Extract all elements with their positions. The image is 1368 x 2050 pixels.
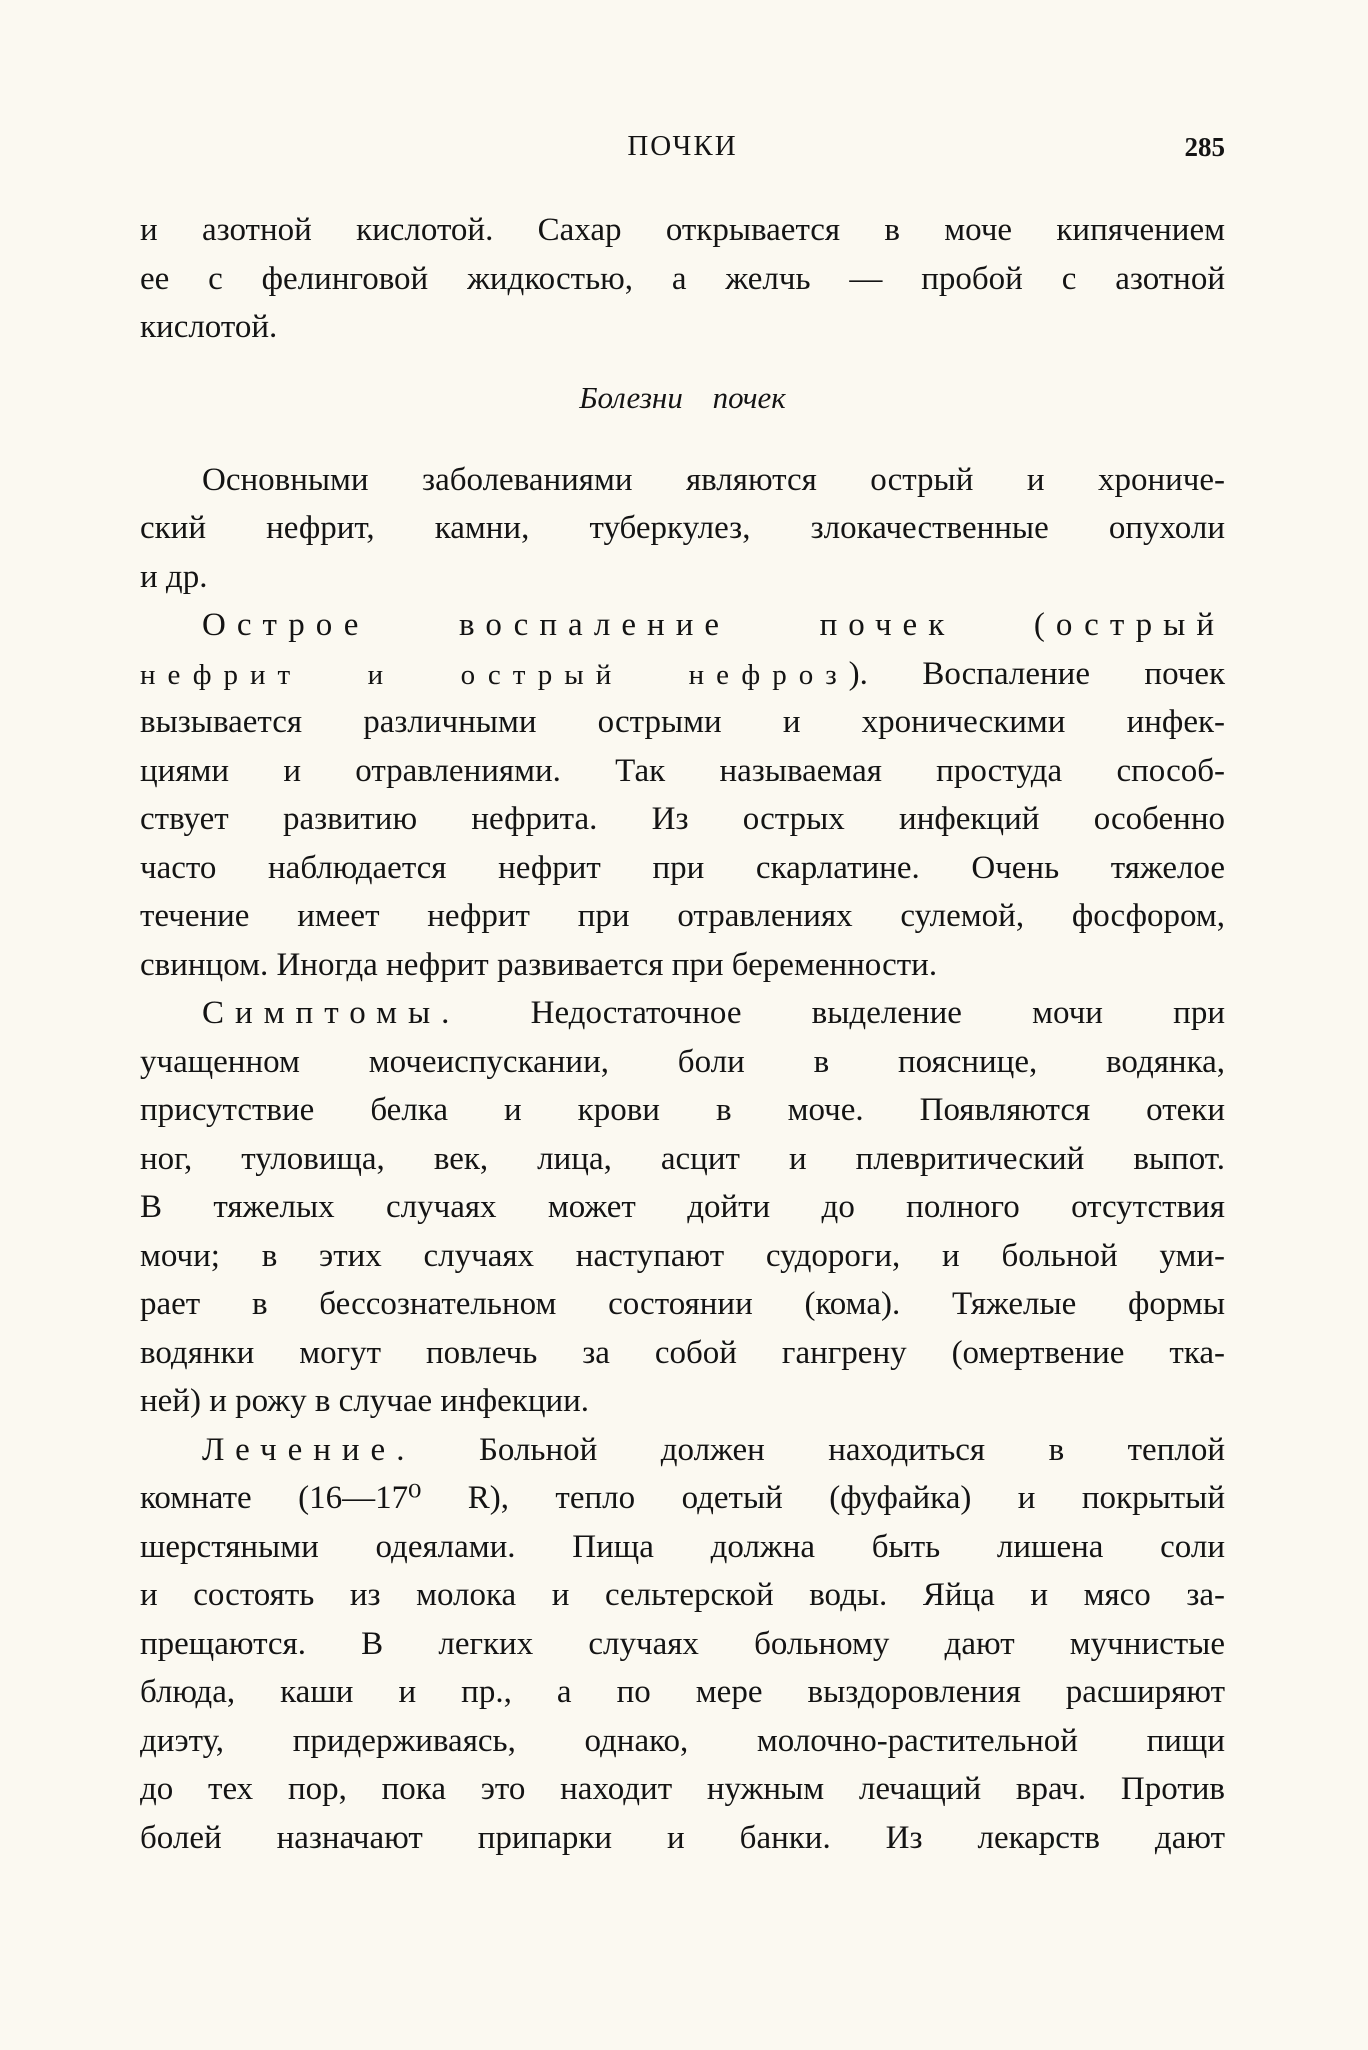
text-line: свинцом. Иногда нефрит развивается при беременности.: [140, 946, 938, 983]
text-line: водянки могут повлечь за собой гангрену (омертвение тка-: [140, 1334, 1225, 1371]
text-line: В тяжелых случаях может дойти до полного отсутствия: [140, 1189, 1225, 1225]
text-line: [140, 1426, 1225, 1475]
text-line: присутствие белка и крови в моче. Появляются отеки: [140, 1092, 1225, 1128]
text-line: комнате (16—17⁰ R), тепло одетый (фуфайка) и покрытый: [140, 1480, 1225, 1516]
text-line: и др.: [140, 558, 208, 595]
running-head: [140, 120, 1225, 176]
text-fragment: Больной должен находиться в теплой: [478, 1431, 1225, 1468]
text-line: часто наблюдается нефрит при скарлатине. Очень тяжелое: [140, 849, 1225, 886]
body-text: [140, 206, 1225, 1862]
spaced-term: Острое воспаление почек: [202, 607, 956, 643]
running-title: ПОЧКИ: [627, 130, 738, 162]
text-line: ский нефрит, камни, туберкулез, злокачественные опухоли: [140, 510, 1225, 546]
text-line: ствует развитию нефрита. Из острых инфекций особенно: [140, 801, 1225, 837]
page-number: 285: [1184, 132, 1225, 162]
text-fragment: ). Воспаление почек: [848, 655, 1225, 692]
text-line: и состоять из молока и сельтерской воды. Яйца и мясо за-: [140, 1577, 1225, 1613]
text-fragment: Недостаточное выделение мочи при: [530, 995, 1225, 1031]
text-fragment: (острый: [1033, 607, 1225, 643]
text-line: ног, туловища, век, лица, асцит и плевритический выпот.: [140, 1140, 1225, 1177]
text-line: учащенном мочеиспускании, боли в пояснице, водянка,: [140, 1043, 1225, 1080]
text-line: [140, 650, 1225, 699]
text-line: диэту, придерживаясь, однако, молочно-растительной пищи: [140, 1722, 1225, 1759]
text-line: ней) и рожу в случае инфекции.: [140, 1383, 590, 1419]
text-line: циями и отравлениями. Так называемая простуда способ-: [140, 752, 1225, 789]
text-line: [140, 989, 1225, 1038]
text-line: течение имеет нефрит при отравлениях сулемой, фосфором,: [140, 898, 1225, 934]
text-line: [140, 601, 1225, 650]
text-line: вызывается различными острыми и хроническими инфек-: [140, 704, 1225, 740]
text-line: до тех пор, пока это находит нужным лечащий врач. Против: [140, 1771, 1225, 1807]
text-line: рает в бессознательном состоянии (кома). Тяжелые формы: [140, 1286, 1225, 1322]
spaced-term: Симптомы.: [202, 995, 461, 1031]
text-line: блюда, каши и пр., а по мере выздоровления расширяют: [140, 1674, 1225, 1710]
spaced-term: нефрит и острый нефроз: [140, 658, 849, 691]
book-page: [140, 120, 1225, 1862]
spaced-term: Лечение.: [202, 1431, 416, 1468]
text-line: шерстяными одеялами. Пища должна быть лишена соли: [140, 1528, 1225, 1565]
section-heading: Болезни почек: [579, 379, 786, 415]
text-line: и азотной кислотой. Сахар открывается в моче кипячением: [140, 212, 1225, 248]
text-line: Основными заболеваниями являются острый и хрониче-: [202, 461, 1225, 498]
text-line: мочи; в этих случаях наступают судороги, и больной уми-: [140, 1237, 1225, 1274]
text-line: ее с фелинговой жидкостью, а желчь — пробой с азотной: [140, 260, 1225, 297]
text-line: кислотой.: [140, 309, 278, 345]
text-line: болей назначают припарки и банки. Из лекарств дают: [140, 1819, 1225, 1856]
text-line: прещаются. В легких случаях больному дают мучнистые: [140, 1625, 1225, 1662]
